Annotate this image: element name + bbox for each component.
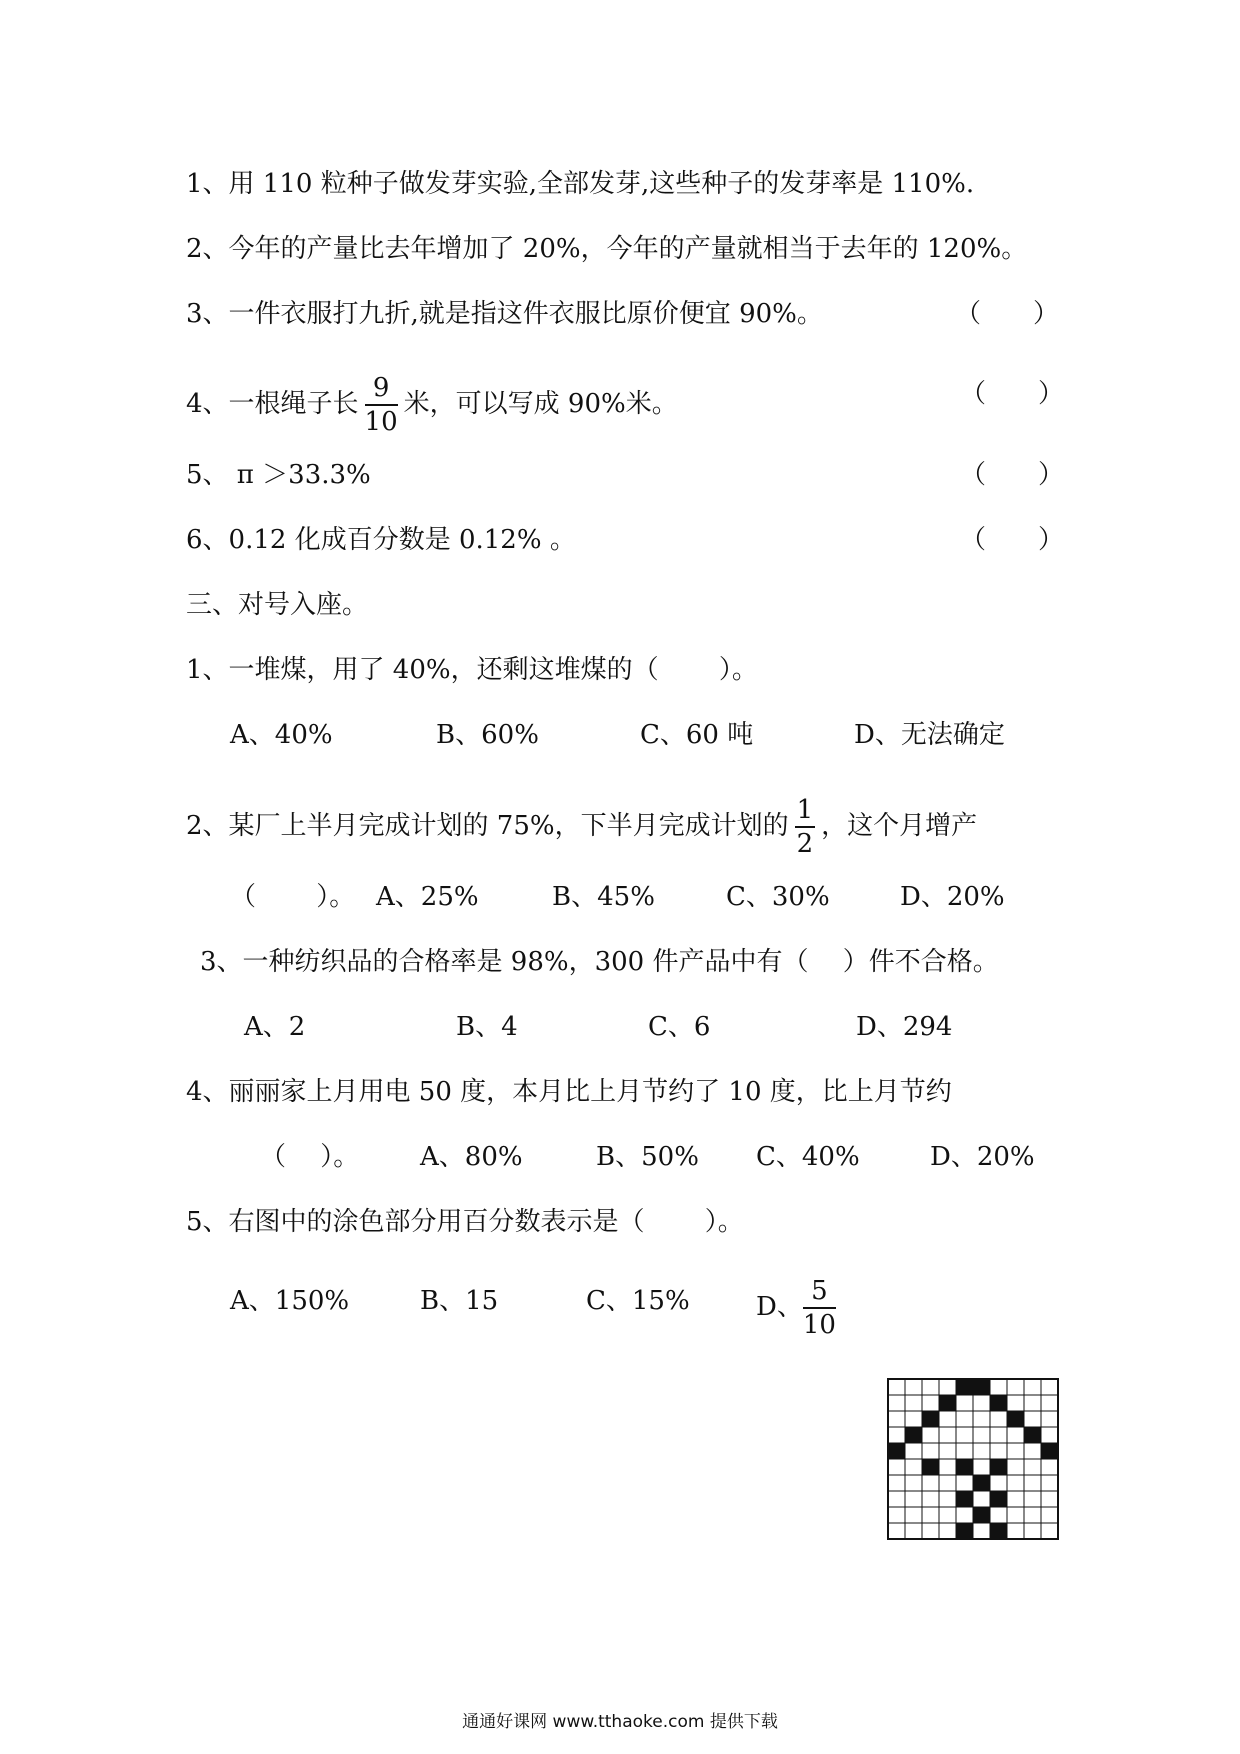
q2-prefix: 2、某厂上半月完成计划的 75%，下半月完成计划的 bbox=[186, 811, 789, 841]
grid-cell bbox=[956, 1411, 973, 1427]
grid-cell-shaded bbox=[956, 1379, 973, 1395]
grid-cell bbox=[990, 1443, 1007, 1459]
grid-cell bbox=[939, 1443, 956, 1459]
judge-item-4 bbox=[186, 375, 678, 435]
judge-item-3: 3、一件衣服打九折,就是指这件衣服比原价便宜 90%。 bbox=[186, 299, 823, 329]
grid-cell-shaded bbox=[990, 1395, 1007, 1411]
grid-cell bbox=[1007, 1427, 1024, 1443]
grid-cell bbox=[1041, 1379, 1058, 1395]
fraction-denominator: 10 bbox=[802, 1310, 836, 1340]
choice-question-5: 5、右图中的涂色部分用百分数表示是（ ）。 bbox=[186, 1207, 744, 1237]
shaded-grid-figure bbox=[887, 1378, 1059, 1540]
q5-option-a[interactable]: A、150% bbox=[230, 1286, 350, 1316]
grid-cell bbox=[956, 1507, 973, 1523]
grid-cell bbox=[905, 1395, 922, 1411]
grid-cell bbox=[888, 1427, 905, 1443]
grid-cell bbox=[1024, 1459, 1041, 1475]
grid-cell bbox=[956, 1443, 973, 1459]
q2-option-d[interactable]: D、20% bbox=[900, 882, 1005, 912]
grid-cell bbox=[1007, 1459, 1024, 1475]
grid-cell bbox=[1041, 1523, 1058, 1539]
grid-cell bbox=[939, 1475, 956, 1491]
grid-cell-shaded bbox=[922, 1411, 939, 1427]
judge-item-4-suffix: 米，可以写成 90%米。 bbox=[403, 389, 678, 419]
grid-cell-shaded bbox=[922, 1459, 939, 1475]
grid-cell bbox=[990, 1379, 1007, 1395]
q3-option-c[interactable]: C、6 bbox=[648, 1012, 711, 1042]
grid-cell bbox=[973, 1395, 990, 1411]
grid-cell bbox=[922, 1443, 939, 1459]
grid-cell-shaded bbox=[956, 1523, 973, 1539]
grid-cell-shaded bbox=[973, 1507, 990, 1523]
grid-cell bbox=[1041, 1491, 1058, 1507]
grid-cell bbox=[1041, 1459, 1058, 1475]
grid-cell-shaded bbox=[939, 1395, 956, 1411]
fraction-numerator: 9 bbox=[365, 375, 398, 406]
grid-cell bbox=[939, 1459, 956, 1475]
grid-cell bbox=[922, 1395, 939, 1411]
grid-cell bbox=[990, 1475, 1007, 1491]
q4-option-a[interactable]: A、80% bbox=[420, 1142, 523, 1172]
grid-cell bbox=[888, 1411, 905, 1427]
grid-cell bbox=[973, 1459, 990, 1475]
grid-cell bbox=[922, 1379, 939, 1395]
grid-cell bbox=[905, 1523, 922, 1539]
grid-cell-shaded bbox=[973, 1475, 990, 1491]
grid-cell bbox=[905, 1411, 922, 1427]
grid-cell bbox=[973, 1443, 990, 1459]
q5-option-c[interactable]: C、15% bbox=[586, 1286, 690, 1316]
grid-cell bbox=[1041, 1427, 1058, 1443]
fraction-numerator: 1 bbox=[795, 797, 816, 828]
grid-cell bbox=[1007, 1443, 1024, 1459]
q4-option-d[interactable]: D、20% bbox=[930, 1142, 1035, 1172]
judge-item-6: 6、0.12 化成百分数是 0.12% 。 bbox=[186, 525, 576, 555]
grid-svg bbox=[887, 1378, 1059, 1540]
q5-option-d-label: D、 bbox=[756, 1292, 803, 1322]
grid-cell bbox=[922, 1523, 939, 1539]
grid-cell bbox=[888, 1459, 905, 1475]
grid-cell bbox=[922, 1507, 939, 1523]
grid-cell-shaded bbox=[956, 1459, 973, 1475]
answer-blank-5[interactable]: （ ） bbox=[960, 460, 1065, 490]
answer-blank-4[interactable]: （ ） bbox=[960, 379, 1065, 409]
grid-cell-shaded bbox=[956, 1491, 973, 1507]
grid-cell bbox=[1024, 1475, 1041, 1491]
q3-option-d[interactable]: D、294 bbox=[856, 1012, 953, 1042]
grid-cell bbox=[922, 1427, 939, 1443]
grid-cell-shaded bbox=[973, 1379, 990, 1395]
grid-cell bbox=[939, 1427, 956, 1443]
grid-cell bbox=[939, 1523, 956, 1539]
grid-cell-shaded bbox=[990, 1491, 1007, 1507]
choice-question-2 bbox=[186, 797, 977, 857]
q5-option-d[interactable] bbox=[756, 1278, 842, 1338]
q3-option-b[interactable]: B、4 bbox=[456, 1012, 518, 1042]
q4-option-c[interactable]: C、40% bbox=[756, 1142, 860, 1172]
q2-option-c[interactable]: C、30% bbox=[726, 882, 830, 912]
judge-item-2: 2、今年的产量比去年增加了 20%，今年的产量就相当于去年的 120%。 bbox=[186, 234, 1028, 264]
grid-cell bbox=[888, 1379, 905, 1395]
answer-blank-6[interactable]: （ ） bbox=[960, 525, 1065, 555]
grid-cell bbox=[939, 1507, 956, 1523]
q2-answer-blank[interactable]: （ ）。 bbox=[230, 882, 356, 912]
q1-option-b[interactable]: B、60% bbox=[436, 720, 539, 750]
grid-cell bbox=[1024, 1523, 1041, 1539]
q4-option-b[interactable]: B、50% bbox=[596, 1142, 699, 1172]
grid-cell bbox=[922, 1491, 939, 1507]
q1-option-a[interactable]: A、40% bbox=[230, 720, 333, 750]
q4-answer-blank[interactable]: （ ）。 bbox=[260, 1142, 360, 1172]
grid-cell bbox=[990, 1427, 1007, 1443]
q1-option-d[interactable]: D、无法确定 bbox=[854, 720, 1005, 750]
grid-cell bbox=[1024, 1395, 1041, 1411]
grid-cell-shaded bbox=[1024, 1427, 1041, 1443]
grid-cell-shaded bbox=[888, 1443, 905, 1459]
q2-suffix: ，这个月增产 bbox=[821, 811, 978, 841]
grid-cell bbox=[956, 1475, 973, 1491]
grid-cell bbox=[939, 1491, 956, 1507]
answer-blank-3[interactable]: （ ） bbox=[955, 299, 1060, 329]
judge-item-1: 1、用 110 粒种子做发芽实验,全部发芽,这些种子的发芽率是 110%. bbox=[186, 169, 975, 199]
choice-question-3: 3、一种纺织品的合格率是 98%，300 件产品中有（ ）件不合格。 bbox=[200, 947, 999, 977]
grid-cell bbox=[1024, 1443, 1041, 1459]
grid-cell bbox=[1024, 1379, 1041, 1395]
footer-source: 通通好课网 www.tthaoke.com 提供下载 bbox=[462, 1712, 778, 1732]
grid-cell bbox=[888, 1491, 905, 1507]
fraction-denominator: 10 bbox=[364, 407, 398, 437]
grid-cell bbox=[939, 1411, 956, 1427]
grid-cell-shaded bbox=[1041, 1443, 1058, 1459]
fraction-nine-tenths bbox=[365, 375, 398, 435]
grid-cell bbox=[905, 1379, 922, 1395]
grid-cell bbox=[922, 1475, 939, 1491]
grid-cell bbox=[1007, 1491, 1024, 1507]
grid-cell bbox=[973, 1411, 990, 1427]
grid-cell bbox=[973, 1523, 990, 1539]
grid-cell-shaded bbox=[1007, 1411, 1024, 1427]
grid-cell bbox=[1024, 1507, 1041, 1523]
grid-cell bbox=[905, 1507, 922, 1523]
grid-cell bbox=[888, 1475, 905, 1491]
grid-cell bbox=[1007, 1507, 1024, 1523]
grid-cell bbox=[956, 1427, 973, 1443]
grid-cell bbox=[1007, 1395, 1024, 1411]
fraction-denominator: 2 bbox=[796, 829, 814, 859]
grid-cell bbox=[1041, 1507, 1058, 1523]
grid-cell bbox=[905, 1491, 922, 1507]
fraction-one-half bbox=[795, 797, 816, 857]
judge-item-5: 5、 π ＞33.3% bbox=[186, 460, 371, 490]
grid-cell bbox=[905, 1459, 922, 1475]
fraction-numerator: 5 bbox=[803, 1278, 836, 1309]
judge-item-4-prefix: 4、一根绳子长 bbox=[186, 389, 359, 419]
grid-cell bbox=[905, 1443, 922, 1459]
grid-cell bbox=[1024, 1411, 1041, 1427]
grid-cell bbox=[973, 1427, 990, 1443]
grid-cell bbox=[956, 1395, 973, 1411]
grid-cell bbox=[990, 1507, 1007, 1523]
grid-cell bbox=[939, 1379, 956, 1395]
grid-cell bbox=[1041, 1475, 1058, 1491]
q1-option-c[interactable]: C、60 吨 bbox=[640, 720, 754, 750]
grid-cell-shaded bbox=[905, 1427, 922, 1443]
q5-option-b[interactable]: B、15 bbox=[420, 1286, 499, 1316]
q2-option-a[interactable]: A、25% bbox=[376, 882, 479, 912]
grid-cell-shaded bbox=[990, 1523, 1007, 1539]
grid-cell-shaded bbox=[990, 1459, 1007, 1475]
grid-cell bbox=[990, 1411, 1007, 1427]
grid-cell bbox=[973, 1491, 990, 1507]
grid-cell bbox=[1007, 1523, 1024, 1539]
grid-cell bbox=[888, 1523, 905, 1539]
grid-cell bbox=[1007, 1475, 1024, 1491]
q3-option-a[interactable]: A、2 bbox=[244, 1012, 306, 1042]
grid-cell bbox=[1041, 1411, 1058, 1427]
q2-option-b[interactable]: B、45% bbox=[552, 882, 655, 912]
grid-cell bbox=[1041, 1395, 1058, 1411]
grid-cell bbox=[888, 1507, 905, 1523]
fraction-five-tenths bbox=[803, 1278, 836, 1338]
grid-cell bbox=[905, 1475, 922, 1491]
grid-cell bbox=[888, 1395, 905, 1411]
choice-question-1: 1、一堆煤，用了 40%，还剩这堆煤的（ ）。 bbox=[186, 655, 758, 685]
grid-cell bbox=[1024, 1491, 1041, 1507]
choice-question-4: 4、丽丽家上月用电 50 度，本月比上月节约了 10 度，比上月节约 bbox=[186, 1077, 952, 1107]
section-title: 三、对号入座。 bbox=[186, 590, 369, 620]
grid-cell bbox=[1007, 1379, 1024, 1395]
